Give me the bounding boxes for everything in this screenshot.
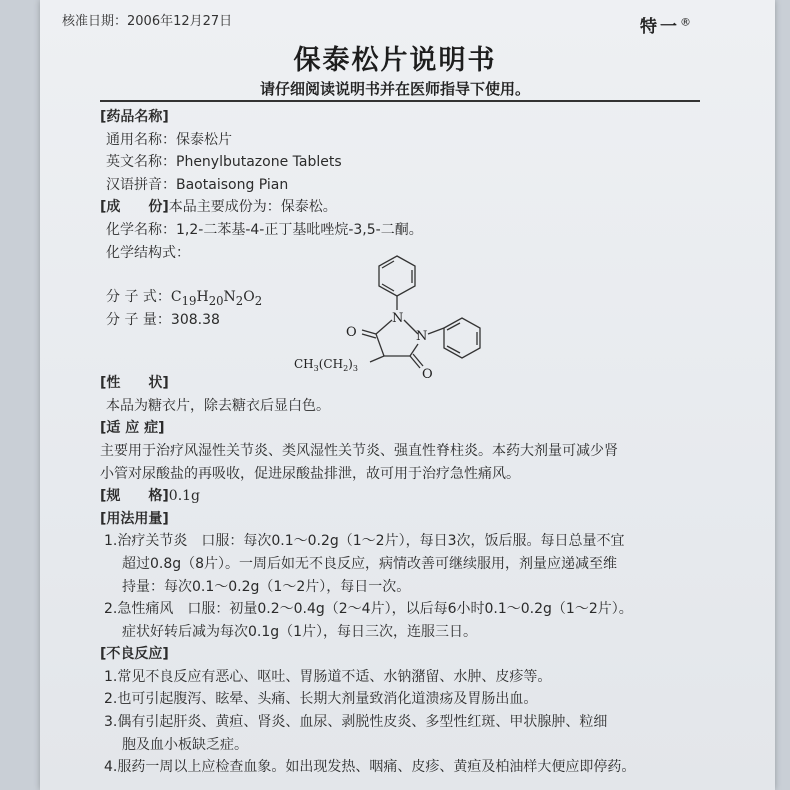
structure-nitrogen-1: N bbox=[392, 311, 404, 327]
section-heading-character: [性 状] bbox=[100, 375, 169, 392]
section-heading-spec: [规 格] bbox=[100, 488, 169, 505]
adverse-item-1: 1.常见不良反应有恶心、呕吐、胃肠道不适、水钠潴留、水肿、皮疹等。 bbox=[104, 668, 552, 685]
pinyin-name: 汉语拼音：Baotaisong Pian bbox=[106, 176, 289, 193]
indications-line-2: 小管对尿酸盐的再吸收，促进尿酸盐排泄，故可用于治疗急性痛风。 bbox=[100, 465, 520, 482]
document-title: 保泰松片说明书 bbox=[293, 45, 497, 76]
adverse-item-3-line-2: 胞及血小板缺乏症。 bbox=[122, 736, 248, 753]
molecular-formula: 分 子 式：$C_{19}H_{20}N_2O_2$ bbox=[106, 289, 263, 308]
dosage-item-2-line-2: 症状好转后减为每次0.1g（1片），每日三次，连服三日。 bbox=[122, 623, 478, 640]
dosage-item-1-line-3: 持量：每次0.1～0.2g（1～2片），每日一次。 bbox=[122, 578, 411, 595]
section-heading-dosage: [用法用量] bbox=[100, 510, 169, 527]
english-name: 英文名称：Phenylbutazone Tablets bbox=[106, 154, 342, 171]
structure-butyl-chain: $CH_3(CH_2)_3$ bbox=[294, 357, 358, 374]
composition-text: 本品主要成份为：保泰松。 bbox=[168, 199, 337, 216]
section-heading-indications: [适 应 症] bbox=[100, 420, 165, 437]
brand-mark: 特一® bbox=[640, 15, 691, 37]
chemical-structure bbox=[100, 264, 700, 383]
character-text: 本品为糖衣片，除去糖衣后显白色。 bbox=[106, 397, 330, 414]
structure-diagram bbox=[294, 244, 550, 384]
chemical-name: 化学名称：1,2-二苯基-4-正丁基吡唑烷-3,5-二酮。 bbox=[106, 221, 423, 238]
structure-label: 化学结构式： bbox=[106, 244, 190, 261]
dosage-item-1-line-2: 超过0.8g（8片）。一周后如无不良反应，病情改善可继续服用，剂量应递减至维 bbox=[122, 555, 618, 572]
leaflet-body bbox=[100, 106, 700, 779]
dosage-item-2-line-1: 2.急性痛风 口服：初量0.2～0.4g（2～4片），以后每6小时0.1～0.2g（1～2片）。 bbox=[104, 601, 633, 618]
approval-date: 核准日期：2006年12月27日 bbox=[62, 14, 233, 29]
adverse-item-3-line-1: 3.偶有引起肝炎、黄疸、肾炎、血尿、剥脱性皮炎、多型性红斑、甲状腺肿、粒细 bbox=[104, 714, 608, 731]
indications-line-1: 主要用于治疗风湿性关节炎、类风湿性关节炎、强直性脊柱炎。本药大剂量可减少肾 bbox=[100, 442, 618, 459]
title-divider bbox=[100, 100, 700, 102]
structure-oxygen-1: O bbox=[346, 325, 357, 341]
section-heading-drug-name: [药品名称] bbox=[100, 109, 169, 125]
section-heading-adverse: [不良反应] bbox=[100, 646, 169, 663]
spec-value: 0.1g bbox=[168, 488, 201, 505]
adverse-item-2: 2.也可引起腹泻、眩晕、头痛、长期大剂量致消化道溃疡及胃肠出血。 bbox=[104, 691, 538, 708]
section-heading-composition: [成 份] bbox=[100, 199, 169, 216]
dosage-item-1-line-1: 1.治疗关节炎 口服：每次0.1～0.2g（1～2片），每日3次，饭后服。每日总量不宜 bbox=[104, 533, 625, 550]
structure-nitrogen-2: N bbox=[416, 329, 428, 345]
generic-name: 通用名称：保泰松片 bbox=[106, 131, 232, 148]
adverse-item-4: 4.服药一周以上应检查血象。如出现发热、咽痛、皮疹、黄疸及柏油样大便应即停药。 bbox=[104, 759, 636, 776]
structure-oxygen-2: O bbox=[422, 367, 433, 383]
molecular-weight: 分 子 量：308.38 bbox=[106, 312, 220, 329]
document-subtitle: 请仔细阅读说明书并在医师指导下使用。 bbox=[259, 80, 530, 98]
